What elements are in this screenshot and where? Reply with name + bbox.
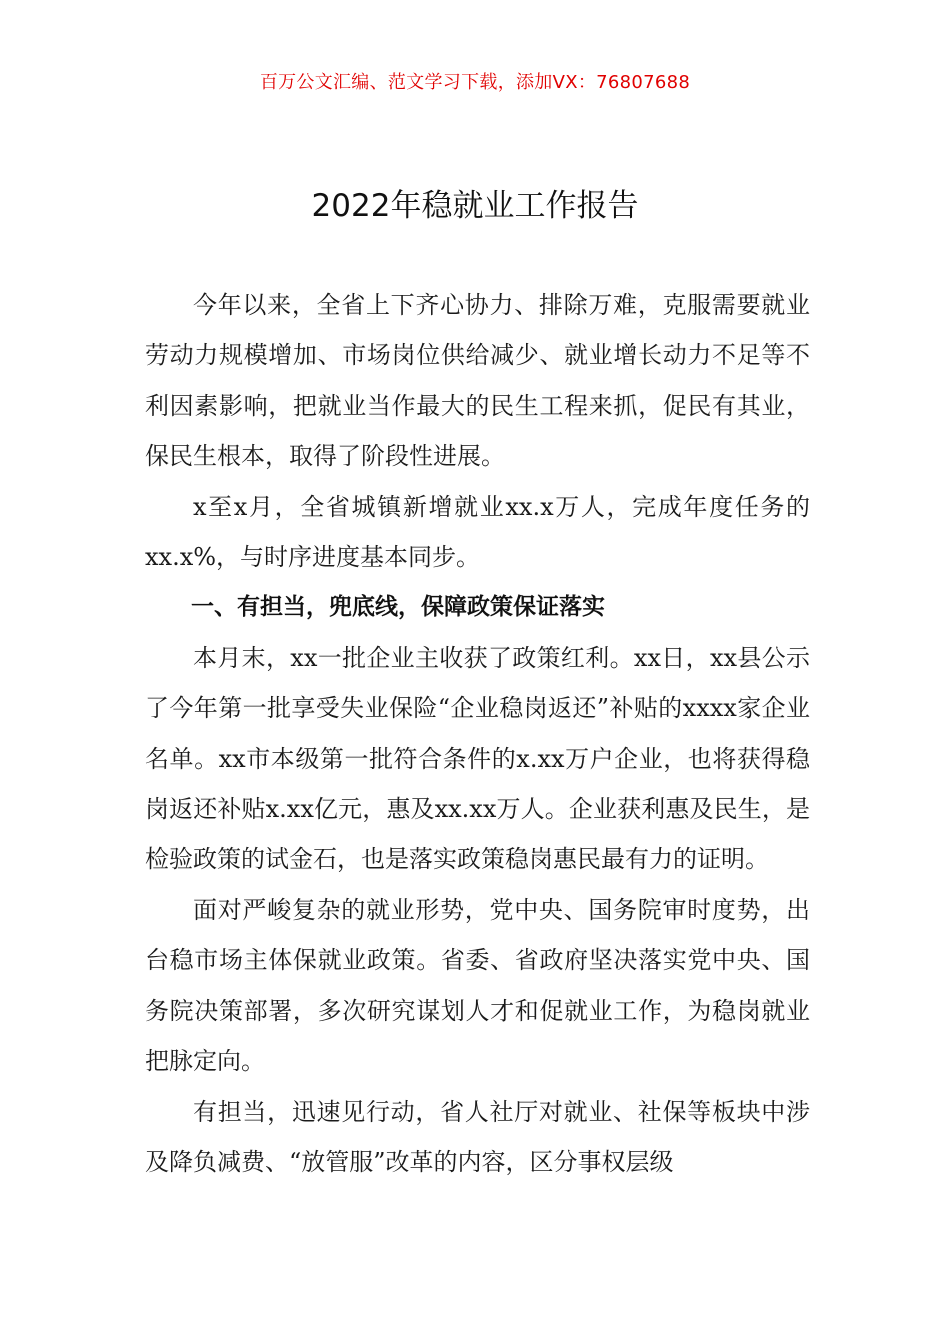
paragraph-situation: 面对严峻复杂的就业形势，党中央、国务院审时度势，出台稳市场主体保就业政策。省委、省政府坚决落实党中央、国务院决策部署，多次研究谋划人才和促就业工作，为稳岗就业把脉定向。 — [145, 895, 810, 1076]
paragraph-action: 有担当，迅速见行动，省人社厅对就业、社保等板块中涉及降负减费、“放管服”改革的内容，区分事权层级 — [145, 1097, 810, 1176]
section-heading-1: 一、有担当，兜底线，保障政策保证落实 — [191, 594, 605, 621]
header-note: 百万公文汇编、范文学习下载，添加VX：76807688 — [259, 72, 691, 93]
document-body — [145, 280, 810, 1187]
page-title: 2022年稳就业工作报告 — [311, 188, 639, 224]
paragraph-intro: 今年以来，全省上下齐心协力、排除万难，克服需要就业劳动力规模增加、市场岗位供给减少、就业增长动力不足等不利因素影响，把就业当作最大的民生工程来抓，促民有其业，保民生根本，取得了阶段性进展。 — [145, 291, 810, 471]
paragraph-stats: x至x月，全省城镇新增就业xx.x万人，完成年度任务的xx.x%，与时序进度基本同步。 — [145, 492, 810, 572]
paragraph-policy-dividend: 本月末，xx一批企业主收获了政策红利。xx日，xx县公示了今年第一批享受失业保险“企业稳岗返还”补贴的xxxx家企业名单。xx市本级第一批符合条件的x.xx万户企业，也将获得稳岗返还补贴x.xx亿元，惠及xx.xx万人。企业获利惠及民生，是检验政策的试金石，也是落实政策稳岗惠民最有力的证明。 — [145, 643, 810, 874]
